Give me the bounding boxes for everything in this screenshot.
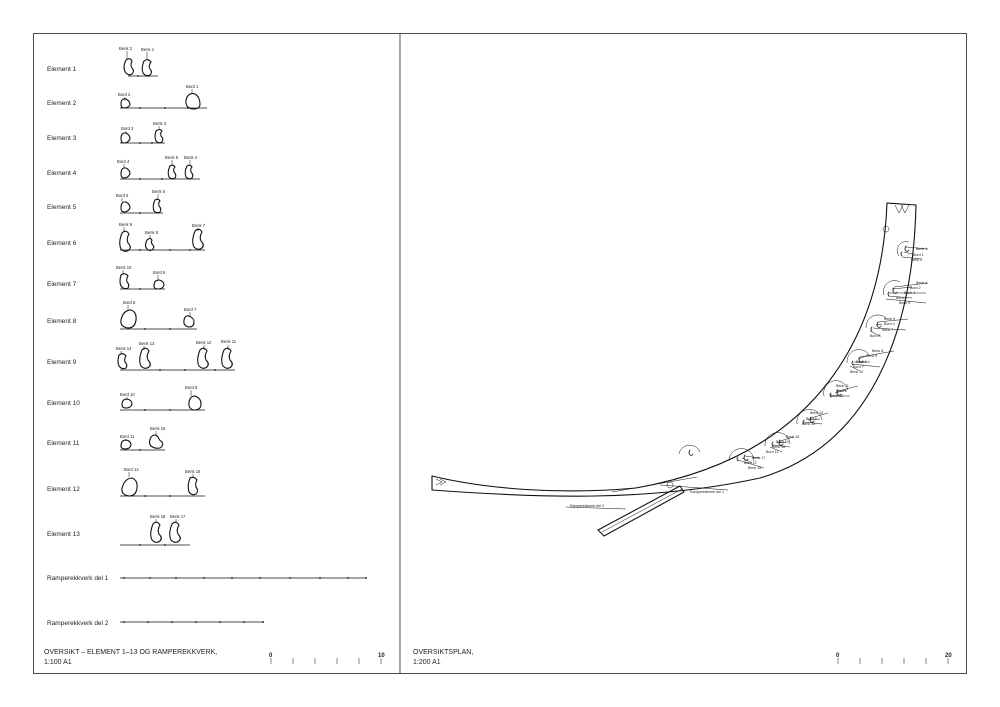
tag-benk-4-e4: Benk 4 [184, 155, 198, 160]
element-3-drawing [120, 121, 167, 144]
element-9-drawing [116, 339, 237, 371]
callout-bord-7: Bord 7 [853, 365, 864, 369]
callout-bord-11: Bord 11 [766, 450, 779, 454]
element-13-drawing [120, 514, 190, 546]
left-title-line-1: OVERSIKT – ELEMENT 1–13 OG RAMPEREKKVERK, [44, 649, 218, 656]
tag-benk-8-e6: Benk 8 [145, 230, 159, 235]
label-element-1: Element 1 [47, 66, 77, 73]
left-scale-end: 10 [378, 653, 385, 659]
tag-benk-14-e9: Benk 14 [116, 346, 132, 351]
callout-benk-16: Benk 16 [772, 445, 786, 449]
callout-benk-5: Benk 5 [899, 301, 911, 305]
callout-bord-3: Bord 3 [896, 296, 907, 300]
callout-labels [570, 247, 927, 508]
label-element-5: Element 5 [47, 204, 77, 211]
tag-bord-8-e8: Bord 8 [123, 300, 136, 305]
tag-benk-10-e7: Benk 10 [116, 265, 132, 270]
tag-benk-17-e13: Benk 17 [170, 514, 186, 519]
callout-bord-9: Bord 9 [806, 417, 817, 421]
callout-ramperekkverk-del-2: Ramperekkverk del 2 [570, 504, 604, 508]
callout-bord-12: Bord 12 [744, 461, 757, 465]
tag-benk-9-e6: Benk 9 [119, 222, 133, 227]
label-ramperekkverk-del-1: Ramperekkverk del 1 [47, 575, 109, 582]
left-scale-bar [269, 653, 385, 664]
callout-benk-18: Benk 18 [748, 466, 762, 470]
tag-bord-5-e5: Bord 5 [116, 193, 129, 198]
label-element-12: Element 12 [47, 486, 80, 493]
right-scale-end: 20 [945, 653, 952, 659]
tag-benk-5-e4: Benk 5 [165, 155, 179, 160]
label-element-6: Element 6 [47, 240, 77, 247]
callout-bord-8: Bord 8 [836, 389, 847, 393]
tag-benk-11-e9: Benk 11 [221, 339, 237, 344]
callout-benk-15: Benk 15 [786, 435, 800, 439]
label-element-2: Element 2 [47, 100, 77, 107]
label-element-3: Element 3 [47, 135, 77, 142]
callout-benk-4: Benk 4 [904, 291, 916, 295]
left-panel-element-overview [44, 46, 385, 666]
callout-bord-2: Bord 2 [910, 286, 921, 290]
tag-bord-12-e12: Bord 12 [124, 467, 139, 472]
tag-benk-6-e5: Benk 6 [152, 189, 166, 194]
tag-bord-7-e8: Bord 7 [184, 307, 197, 312]
element-8-drawing [120, 300, 197, 330]
callout-bord-10: Bord 10 [776, 440, 789, 444]
callout-benk-9: Benk 9 [866, 354, 878, 358]
element-6-drawing [119, 222, 206, 251]
callout-benk-14: Benk 14 [802, 422, 816, 426]
tag-benk-7-e6: Benk 7 [192, 223, 206, 228]
callout-benk-13: Benk 13 [810, 411, 824, 415]
label-element-7: Element 7 [47, 281, 77, 288]
ramperekkverk-del-1-drawing [120, 577, 367, 579]
tag-benk-2-e1: Benk 2 [119, 46, 133, 51]
label-element-4: Element 4 [47, 170, 77, 177]
callout-benk-17: Benk 17 [752, 456, 766, 460]
label-element-10: Element 10 [47, 400, 80, 407]
callout-bord-6: Bord 6 [856, 360, 867, 364]
callout-bord-4: Bord 4 [884, 322, 895, 326]
tag-bord-4-e4: Bord 4 [117, 159, 130, 164]
callout-benk-7: Benk 7 [882, 328, 894, 332]
callout-leaders [738, 247, 928, 468]
callout-bord-1: Bord 1 [913, 253, 924, 257]
right-scale-bar [836, 653, 952, 664]
tag-benk-3-e3: Benk 3 [153, 121, 167, 126]
left-title-line-2: 1:100 A1 [44, 659, 72, 666]
tag-bord-6-e7: Bord 6 [153, 270, 166, 275]
callout-benk-6: Benk 6 [884, 317, 896, 321]
callout-benk-8: Benk 8 [872, 349, 884, 353]
callout-benk-1: Benk 1 [916, 247, 928, 251]
sheet-frame [34, 34, 967, 674]
element-12-drawing [120, 467, 205, 497]
left-scale-start: 0 [269, 653, 273, 659]
element-4-drawing [117, 155, 200, 180]
callout-benk-2: Benk 2 [911, 258, 923, 262]
tag-benk-18-e13: Benk 18 [150, 514, 166, 519]
tag-bord-3-e3: Bord 3 [121, 126, 134, 131]
tag-benk-15-e11: Benk 15 [150, 426, 166, 431]
callout-ramperekkverk-del-1: Ramperekkverk del 1 [690, 490, 724, 494]
tag-bord-2-e2: Bord 2 [118, 92, 131, 97]
callout-benk-11: Benk 11 [836, 384, 849, 388]
label-ramperekkverk-del-2: Ramperekkverk del 2 [47, 620, 109, 627]
element-11-drawing [120, 426, 166, 451]
element-2-drawing [118, 84, 207, 109]
tag-benk-1-e1: Benk 1 [141, 47, 155, 52]
element-labels [47, 66, 109, 627]
element-10-drawing [120, 385, 205, 411]
callout-benk-12: Benk 12 [830, 394, 844, 398]
tag-bord-1-e2: Bord 1 [186, 84, 199, 89]
element-1-drawing [119, 46, 158, 77]
callout-benk-10: Benk 10 [850, 370, 864, 374]
label-element-11: Element 11 [47, 440, 80, 447]
tag-bord-10-e10: Bord 10 [120, 392, 135, 397]
label-element-13: Element 13 [47, 531, 80, 538]
right-panel-site-plan [413, 203, 952, 666]
label-element-9: Element 9 [47, 359, 77, 366]
callout-benk-3: Benk 3 [916, 281, 928, 285]
tag-benk-13-e9: Benk 13 [139, 341, 155, 346]
ramperekkverk-del-2-drawing [120, 621, 264, 623]
element-5-drawing [116, 189, 166, 214]
right-title-line-2: 1:200 A1 [413, 659, 441, 666]
right-scale-start: 0 [836, 653, 840, 659]
curved-ramp [432, 203, 916, 496]
element-7-drawing [116, 265, 166, 290]
callout-bord-5: Bord 5 [870, 334, 881, 338]
right-title-line-1: OVERSIKTSPLAN, [413, 649, 474, 656]
tag-bord-11-e11: Bord 11 [120, 434, 135, 439]
tag-benk-16-e12: Benk 16 [185, 469, 201, 474]
tag-benk-12-e9: Benk 12 [196, 340, 212, 345]
label-element-8: Element 8 [47, 318, 77, 325]
tag-bord-9-e10: Bord 9 [185, 385, 198, 390]
